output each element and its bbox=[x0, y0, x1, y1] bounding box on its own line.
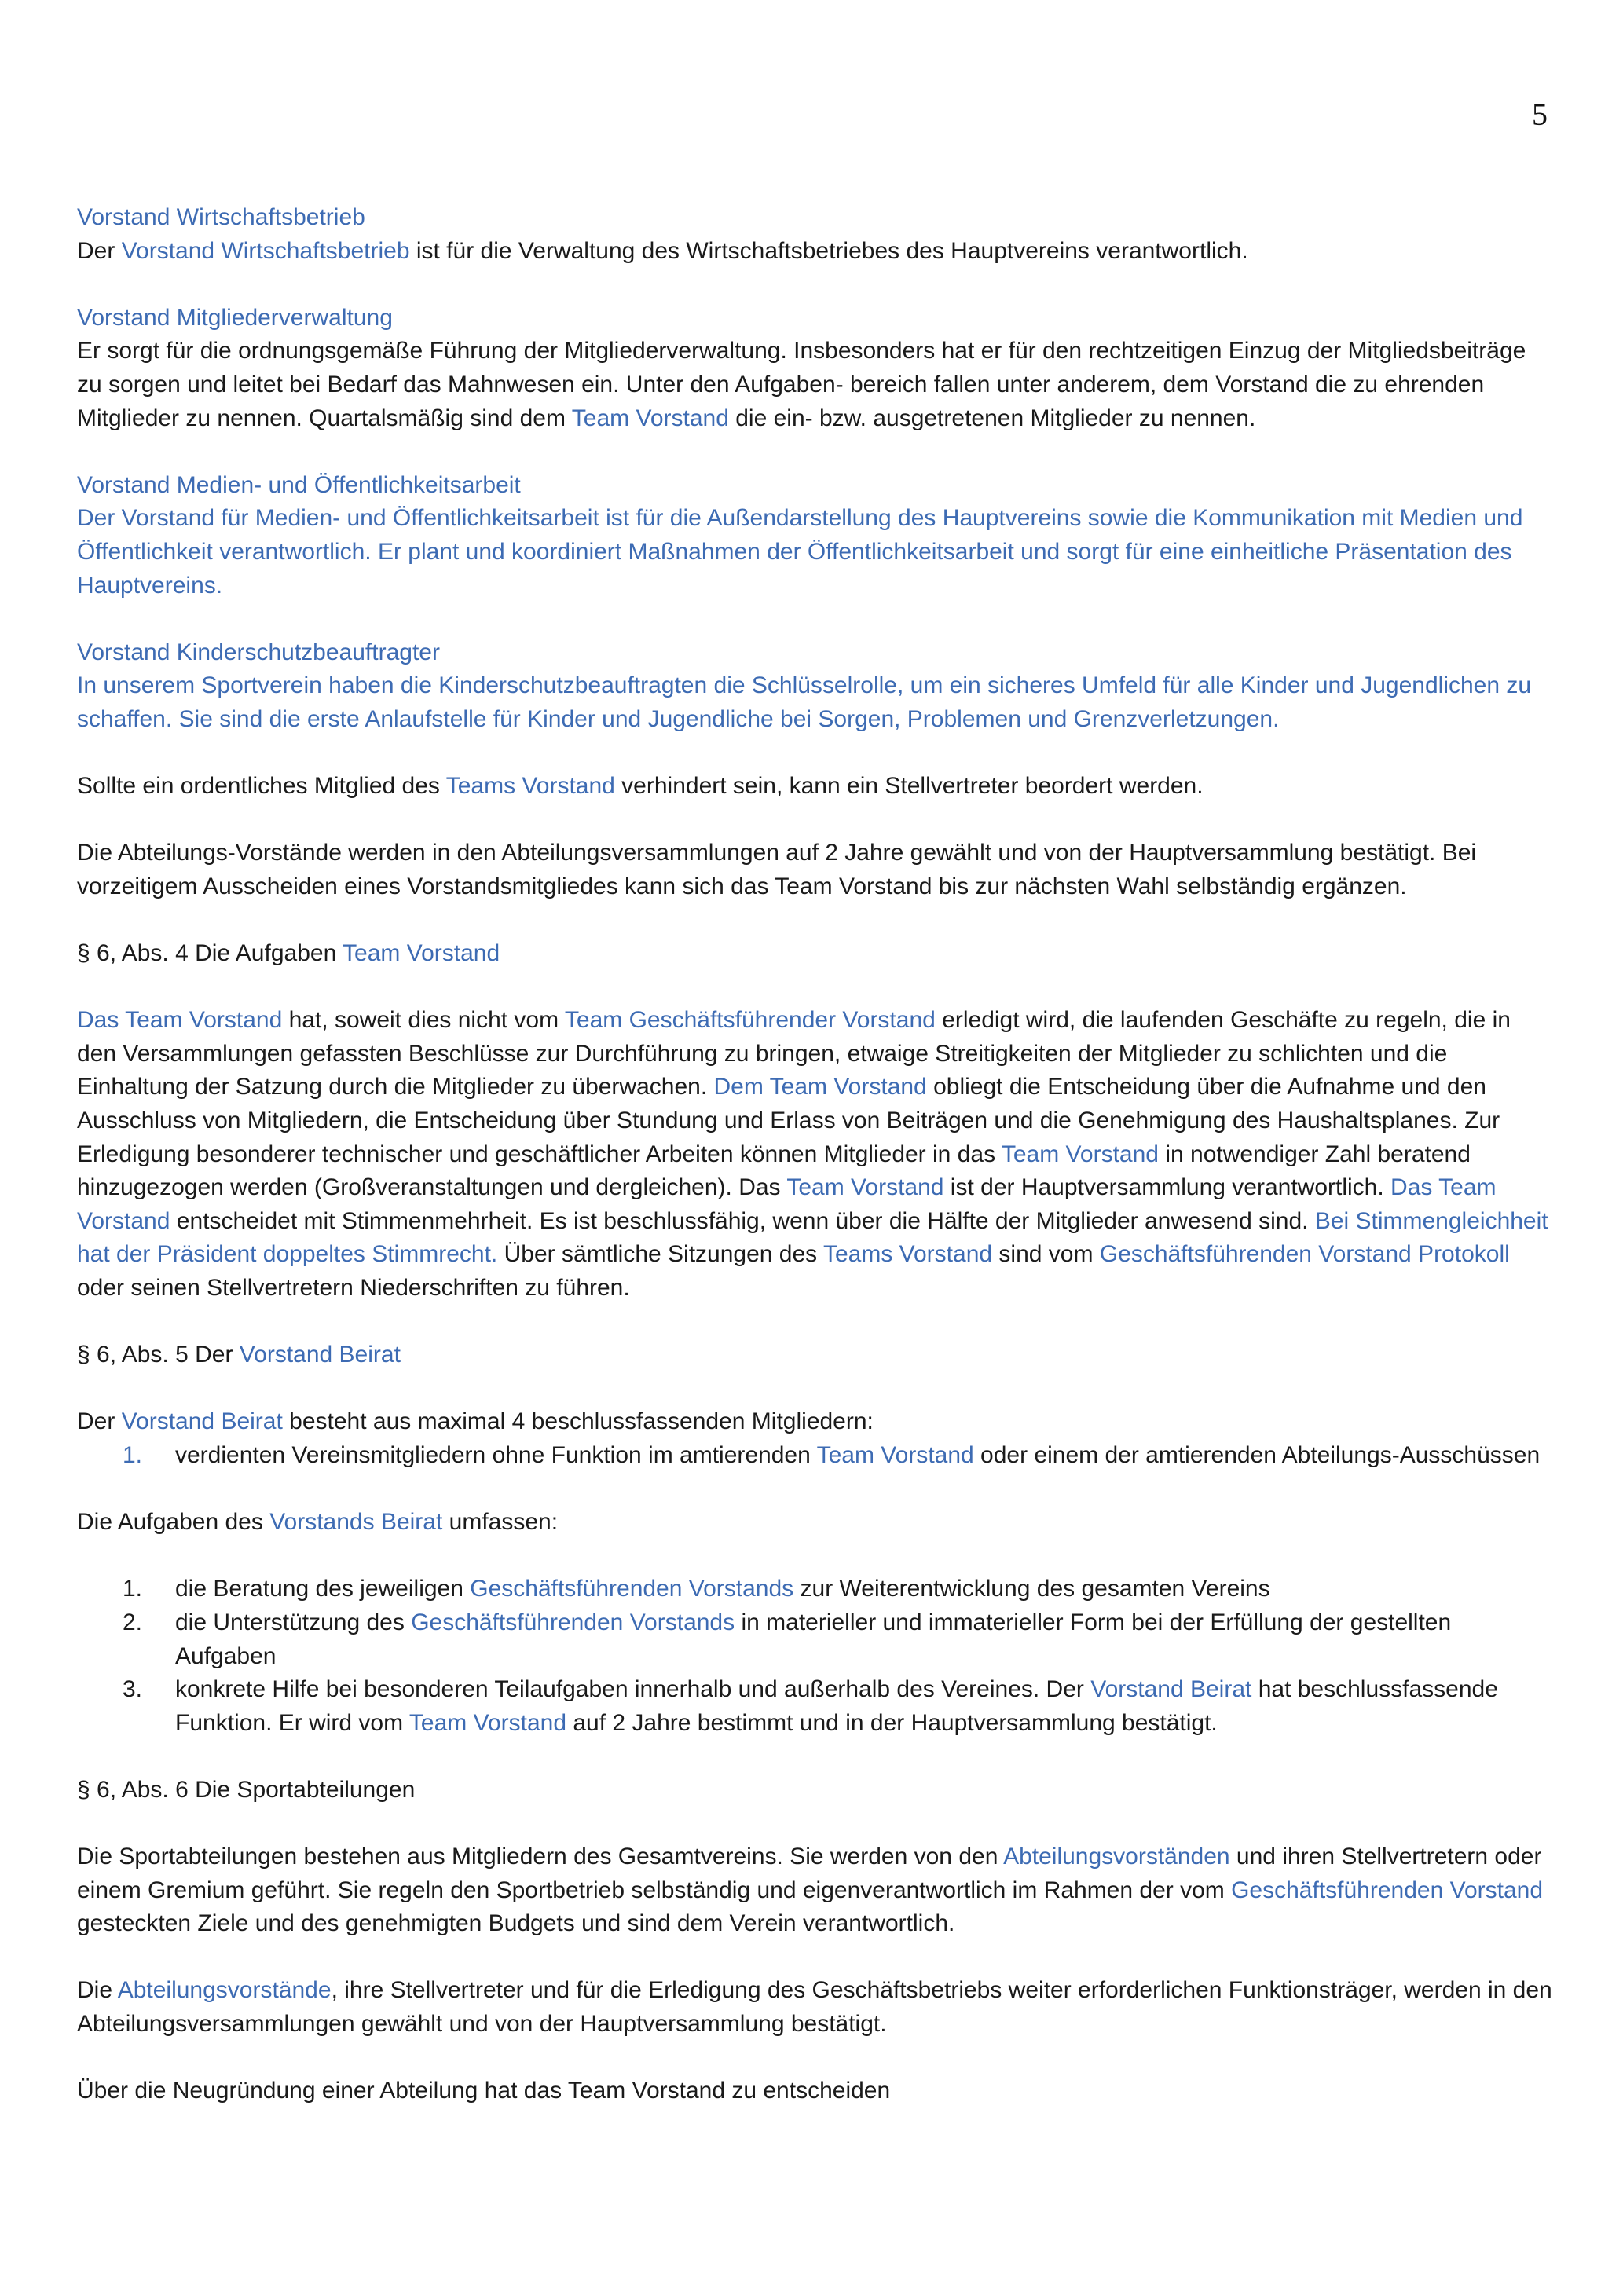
text: verhindert sein, kann ein Stellvertreter beordert werden. bbox=[614, 773, 1204, 800]
text: entscheidet mit Stimmenmehrheit. Es ist beschlussfähig, wenn über die Hälfte der Mitglieder anwesend sind. bbox=[170, 1207, 1315, 1234]
text: ist der Hauptversammlung verantwortlich. bbox=[943, 1174, 1391, 1201]
term-link: Team Vorstand bbox=[816, 1441, 974, 1468]
text: § 6, Abs. 4 Die Aufgaben bbox=[77, 940, 343, 967]
term-link: Geschäftsführenden Vorstands bbox=[411, 1609, 735, 1635]
text: in materieller und immaterieller Form bei der Erfüllung der gestellten Aufgaben bbox=[175, 1609, 1452, 1669]
term-link: Team Vorstand bbox=[408, 1709, 567, 1736]
text: oder seinen Stellvertretern Niederschriften zu führen. bbox=[77, 1275, 630, 1301]
paragraph-kinderschutz: In unserem Sportverein haben die Kinderschutzbeauftragten die Schlüsselrolle, um ein sicheres Umfeld für alle Kinder und Jugendlichen zu schaffen. Sie sind die erste Anlaufstelle für Kinder und Jugendliche bei Sorgen, Problemen und Grenzverletzungen. bbox=[77, 672, 1532, 732]
text: Der bbox=[77, 1408, 122, 1435]
term-link: Teams Vorstand bbox=[822, 1241, 993, 1268]
list-number: 3. bbox=[123, 1676, 143, 1703]
text: die Beratung des jeweiligen bbox=[175, 1576, 471, 1602]
paragraph-wirtschaftsbetrieb bbox=[77, 235, 1554, 269]
section-heading-mitgliederverwaltung: Vorstand Mitgliederverwaltung bbox=[77, 304, 393, 331]
text: zur Weiterentwicklung des gesamten Vereins bbox=[793, 1576, 1270, 1602]
term-link: Teams Vorstand bbox=[445, 773, 615, 800]
section-heading-medien: Vorstand Medien- und Öffentlichkeitsarbeit bbox=[77, 471, 521, 498]
term-link: Team Geschäftsführender Vorstand bbox=[564, 1007, 936, 1034]
paragraph-mitgliederverwaltung bbox=[77, 335, 1554, 435]
text: Er sorgt für die ordnungsgemäße Führung der Mitgliederverwaltung. Insbesonders hat er für den rechtzeitigen Einzug der Mitgliedsbeiträge zu sorgen und leitet bei Bedarf das Mahnwesen ein. Unter den Aufgaben- bereich fallen unter anderem, dem Vorstand die zu ehrenden Mitglieder zu nennen. Quartalsmäßig sind dem bbox=[77, 338, 1526, 431]
term-link: Team Vorstand bbox=[1001, 1141, 1159, 1167]
text: Die Sportabteilungen bestehen aus Mitgliedern des Gesamtvereins. Sie werden von den bbox=[77, 1844, 1004, 1870]
list-item bbox=[77, 1439, 1554, 1473]
paragraph-aufgaben-intro bbox=[77, 1506, 1554, 1540]
text: besteht aus maximal 4 beschlussfassenden Mitgliedern: bbox=[282, 1408, 874, 1435]
section-heading-abs5 bbox=[77, 1338, 1554, 1372]
text: hat, soweit dies nicht vom bbox=[282, 1007, 565, 1034]
beirat-tasks-list bbox=[77, 1573, 1554, 1740]
term-link: Vorstand Beirat bbox=[121, 1408, 283, 1435]
term-link: Das Team Vorstand bbox=[77, 1174, 1497, 1234]
text: umfassen: bbox=[442, 1509, 559, 1536]
text: Die Aufgaben des bbox=[77, 1509, 270, 1536]
text: konkrete Hilfe bei besonderen Teilaufgaben innerhalb und außerhalb des Vereines. Der bbox=[175, 1676, 1091, 1703]
term-link: Team Vorstand bbox=[343, 940, 500, 967]
document-body bbox=[77, 201, 1554, 2108]
list-number: 1. bbox=[123, 1441, 143, 1468]
text: , ihre Stellvertreter und für die Erledigung des Geschäftsbetriebs weiter erforderlichen Funktionsträger, werden in den Abteilungsversammlungen gewählt und von der Hauptversammlung bestätigt. bbox=[77, 1977, 1552, 2038]
section-heading-abs6: § 6, Abs. 6 Die Sportabteilungen bbox=[77, 1776, 416, 1803]
section-heading-abs4 bbox=[77, 937, 1554, 971]
paragraph-medien: Der Vorstand für Medien- und Öffentlichkeitsarbeit ist für die Außendarstellung des Hauptvereins sowie die Kommunikation mit Medien und Öffentlichkeit verantwortlich. Er plant und koordiniert Maßnahmen der Öffentlichkeitsarbeit und sorgt für eine einheitliche Präsentation des Hauptvereins. bbox=[77, 505, 1523, 599]
text: sind vom bbox=[992, 1241, 1100, 1268]
text: und ihren Stellvertretern oder einem Gremium geführt. Sie regeln den Sportbetrieb selbständig und eigenverantwortlich im Rahmen der vom bbox=[77, 1844, 1542, 1903]
paragraph-abs4 bbox=[77, 1004, 1554, 1305]
list-number: 2. bbox=[123, 1609, 143, 1635]
text: Sollte ein ordentliches Mitglied des bbox=[77, 773, 446, 800]
text: oder einem der amtierenden Abteilungs-Ausschüssen bbox=[973, 1441, 1541, 1468]
list-item bbox=[77, 1673, 1554, 1740]
term-link: Geschäftsführenden Vorstands bbox=[470, 1576, 794, 1602]
term-link: Team Vorstand bbox=[786, 1174, 944, 1201]
text: Die bbox=[77, 1977, 118, 2004]
section-heading-wirtschaftsbetrieb: Vorstand Wirtschaftsbetrieb bbox=[77, 204, 365, 230]
text: verdienten Vereinsmitgliedern ohne Funktion im amtierenden bbox=[175, 1441, 817, 1468]
paragraph-abteilungsvorstaende bbox=[77, 1974, 1554, 2041]
text: Der bbox=[77, 237, 122, 264]
text: gesteckten Ziele und des genehmigten Budgets und sind dem Verein verantwortlich. bbox=[77, 1910, 955, 1937]
text: die ein- bzw. ausgetretenen Mitglieder zu nennen. bbox=[728, 405, 1256, 431]
text: hat beschlussfassende Funktion. Er wird vom bbox=[175, 1676, 1498, 1736]
text: ist für die Verwaltung des Wirtschaftsbetriebes des Hauptvereins verantwortlich. bbox=[409, 237, 1248, 264]
text: erledigt wird, die laufenden Geschäfte zu regeln, die in den Versammlungen gefassten Beschlüsse zur Durchführung zu bringen, etwaige Streitigkeiten der Mitglieder zu schlichten und die Einhaltung der Satzung durch die Mitglieder zu überwachen. bbox=[77, 1007, 1511, 1100]
term-link: Vorstand Beirat bbox=[1090, 1676, 1252, 1703]
paragraph-abteilungs-vorstaende: Die Abteilungs-Vorstände werden in den Abteilungsversammlungen auf 2 Jahre gewählt und von der Hauptversammlung bestätigt. Bei vorzeitigem Ausscheiden eines Vorstandsmitgliedes kann sich das Team Vorstand bis zur nächsten Wahl selbständig ergänzen. bbox=[77, 840, 1477, 899]
term-link: Bei Stimmengleichheit hat der Präsident doppeltes Stimmrecht. bbox=[77, 1207, 1548, 1268]
term-link: Vorstands Beirat bbox=[269, 1509, 443, 1536]
term-link: Das Team Vorstand bbox=[77, 1007, 283, 1034]
term-link: Abteilungsvorständen bbox=[1003, 1844, 1230, 1870]
term-link: Dem Team Vorstand bbox=[713, 1074, 927, 1100]
list-item bbox=[77, 1606, 1554, 1673]
section-heading-kinderschutz: Vorstand Kinderschutzbeauftragter bbox=[77, 639, 440, 665]
paragraph-beirat-intro bbox=[77, 1405, 1554, 1439]
term-link: Geschäftsführenden Vorstand bbox=[1231, 1877, 1544, 1903]
list-item bbox=[77, 1573, 1554, 1606]
term-link: Vorstand Beirat bbox=[239, 1342, 401, 1368]
term-link: Team Vorstand bbox=[571, 405, 729, 431]
page-number: 5 bbox=[1532, 97, 1548, 132]
text: obliegt die Entscheidung über die Aufnahme und den Ausschluss von Mitgliedern, die Entscheidung über Stundung und Erlass von Beiträgen und die Genehmigung des Haushaltsplanes. Zur Erledigung besonderer technischer und geschäftlicher Arbeiten können Mitglieder in das bbox=[77, 1074, 1500, 1167]
term-link: Geschäftsführenden Vorstand Protokoll bbox=[1099, 1241, 1510, 1268]
text: Über sämtliche Sitzungen des bbox=[497, 1241, 823, 1268]
term-link: Vorstand Wirtschaftsbetrieb bbox=[121, 237, 410, 264]
paragraph-neugruendung: Über die Neugründung einer Abteilung hat das Team Vorstand zu entscheiden bbox=[77, 2078, 891, 2104]
list-number: 1. bbox=[123, 1576, 143, 1602]
text: § 6, Abs. 5 Der bbox=[77, 1342, 240, 1368]
text: auf 2 Jahre bestimmt und in der Hauptversammlung bestätigt. bbox=[566, 1709, 1218, 1736]
paragraph-stellvertreter bbox=[77, 770, 1554, 804]
text: in notwendiger Zahl beratend hinzugezogen werden (Großveranstaltungen und dergleichen). Das bbox=[77, 1141, 1471, 1201]
text: die Unterstützung des bbox=[175, 1609, 412, 1635]
paragraph-sportabteilungen bbox=[77, 1840, 1554, 1941]
beirat-member-list bbox=[77, 1439, 1554, 1473]
term-link: Abteilungsvorstände bbox=[117, 1977, 332, 2004]
